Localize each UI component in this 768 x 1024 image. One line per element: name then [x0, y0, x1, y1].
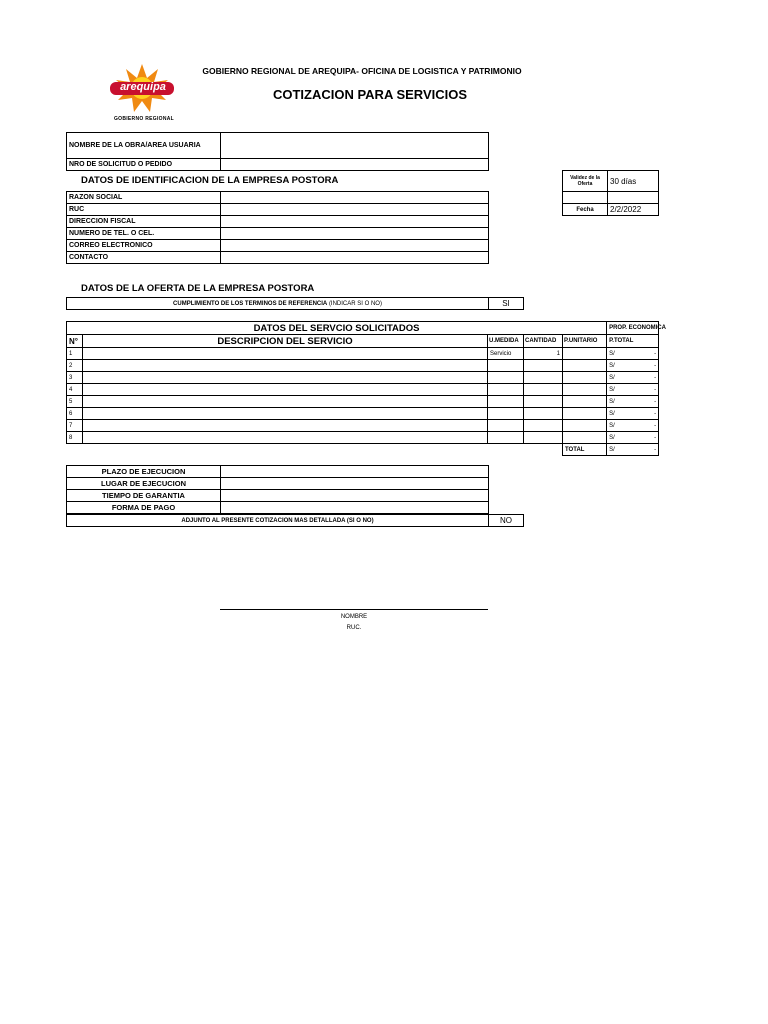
row-um-field[interactable]: [488, 360, 524, 372]
oferta-heading: DATOS DE LA OFERTA DE LA EMPRESA POSTORA: [81, 283, 315, 294]
row-number: 7: [67, 420, 83, 432]
logo-subtext: GOBIERNO REGIONAL: [113, 116, 175, 122]
row-desc-field[interactable]: [83, 360, 488, 372]
servicios-section-title: DATOS DEL SERVCIO SOLICITADOS: [67, 322, 607, 335]
row-cant-field[interactable]: [524, 360, 563, 372]
empresa-row: [67, 228, 489, 240]
contacto-field[interactable]: [221, 252, 489, 264]
row-total: -: [631, 408, 659, 420]
row-pu-field[interactable]: [563, 360, 607, 372]
col-desc-header: DESCRIPCION DEL SERVICIO: [83, 335, 488, 348]
row-desc-field[interactable]: [83, 432, 488, 444]
row-cant-field[interactable]: [524, 432, 563, 444]
fecha-value[interactable]: 2/2/2022: [608, 204, 659, 216]
table-row: [67, 348, 659, 360]
row-pu-field[interactable]: [563, 408, 607, 420]
obra-table: [66, 132, 489, 171]
signature-nombre-label: NOMBRE: [340, 614, 368, 620]
row-cant-field[interactable]: [524, 408, 563, 420]
logo-text: arequipa: [120, 81, 166, 93]
ruc-label: RUC: [67, 204, 221, 216]
direccion-fiscal-field[interactable]: [221, 216, 489, 228]
validez-value[interactable]: 30 días: [608, 171, 659, 192]
lugar-ejecucion-field[interactable]: [221, 478, 489, 490]
total-label: TOTAL: [563, 444, 607, 456]
fecha-label: Fecha: [563, 204, 608, 216]
col-n-header: N°: [67, 335, 83, 348]
row-currency: S/: [607, 384, 631, 396]
col-pt-header: P.TOTAL: [607, 335, 659, 348]
total-value: -: [631, 444, 659, 456]
empresa-heading: DATOS DE IDENTIFICACION DE LA EMPRESA POSTORA: [81, 175, 339, 186]
adjunto-value[interactable]: NO: [489, 515, 524, 527]
nro-solicitud-label: NRO DE SOLICITUD O PEDIDO: [67, 159, 221, 171]
obra-nombre-label: NOMBRE DE LA OBRA/AREA USUARIA: [67, 133, 221, 159]
signature-line: [220, 609, 488, 610]
row-currency: S/: [607, 420, 631, 432]
row-desc-field[interactable]: [83, 348, 488, 360]
row-number: 2: [67, 360, 83, 372]
col-um-header: U.MEDIDA: [488, 335, 524, 348]
total-currency: S/: [607, 444, 631, 456]
adjunto-table: [66, 514, 524, 527]
row-currency: S/: [607, 432, 631, 444]
telefono-label: NUMERO DE TEL. O CEL.: [67, 228, 221, 240]
correo-field[interactable]: [221, 240, 489, 252]
row-cant-field[interactable]: [524, 384, 563, 396]
row-total: -: [631, 432, 659, 444]
row-pu-field[interactable]: [563, 396, 607, 408]
row-um-field[interactable]: [488, 432, 524, 444]
empresa-table: [66, 191, 489, 264]
direccion-fiscal-label: DIRECCION FISCAL: [67, 216, 221, 228]
row-desc-field[interactable]: [83, 396, 488, 408]
empresa-row: [67, 240, 489, 252]
row-currency: S/: [607, 408, 631, 420]
table-row: [67, 432, 659, 444]
row-pu-field[interactable]: [563, 384, 607, 396]
cumplimiento-table: [66, 297, 524, 310]
lugar-ejecucion-label: LUGAR DE EJECUCION: [67, 478, 221, 490]
telefono-field[interactable]: [221, 228, 489, 240]
row-number: 6: [67, 408, 83, 420]
row-pu-field[interactable]: [563, 372, 607, 384]
row-pu-field[interactable]: [563, 348, 607, 360]
row-number: 4: [67, 384, 83, 396]
validez-table: [562, 170, 659, 216]
row-number: 3: [67, 372, 83, 384]
signature-ruc-label: RUC.: [346, 625, 362, 631]
correo-label: CORREO ELECTRONICO: [67, 240, 221, 252]
empresa-row: [67, 216, 489, 228]
row-total: -: [631, 396, 659, 408]
empresa-row: [67, 204, 489, 216]
row-total: -: [631, 360, 659, 372]
forma-pago-label: FORMA DE PAGO: [67, 502, 221, 514]
row-pu-field[interactable]: [563, 432, 607, 444]
row-um-field[interactable]: [488, 372, 524, 384]
table-row: [67, 360, 659, 372]
tiempo-garantia-field[interactable]: [221, 490, 489, 502]
row-cant-field[interactable]: [524, 396, 563, 408]
table-row: [67, 372, 659, 384]
row-um-field[interactable]: Servicio: [488, 348, 524, 360]
table-row: [67, 396, 659, 408]
row-currency: S/: [607, 396, 631, 408]
table-row: [67, 408, 659, 420]
gobierno-regional-logo: [104, 64, 180, 126]
cumplimiento-label: CUMPLIMIENTO DE LOS TERMINOS DE REFERENCIA (INDICAR SI O NO): [67, 298, 489, 310]
contacto-label: CONTACTO: [67, 252, 221, 264]
plazo-ejecucion-field[interactable]: [221, 466, 489, 478]
row-currency: S/: [607, 348, 631, 360]
row-total: -: [631, 372, 659, 384]
ejecucion-table: [66, 465, 489, 514]
razon-social-label: RAZON SOCIAL: [67, 192, 221, 204]
row-number: 1: [67, 348, 83, 360]
servicios-table: [66, 321, 666, 456]
col-pu-header: P.UNITARIO: [563, 335, 607, 348]
row-desc-field[interactable]: [83, 408, 488, 420]
row-pu-field[interactable]: [563, 420, 607, 432]
table-row: [67, 420, 659, 432]
row-total: -: [631, 348, 659, 360]
row-um-field[interactable]: [488, 384, 524, 396]
row-cant-field[interactable]: [524, 420, 563, 432]
col-cant-header: CANTIDAD: [524, 335, 563, 348]
row-um-field[interactable]: [488, 396, 524, 408]
row-cant-field[interactable]: 1: [524, 348, 563, 360]
row-number: 5: [67, 396, 83, 408]
prop-economica-title: PROP. ECONOMICA: [607, 322, 659, 335]
org-title: GOBIERNO REGIONAL DE AREQUIPA- OFICINA DE LOGISTICA Y PATRIMONIO: [202, 66, 522, 76]
row-desc-field[interactable]: [83, 372, 488, 384]
row-cant-field[interactable]: [524, 372, 563, 384]
empresa-row: [67, 252, 489, 264]
cumplimiento-value[interactable]: SI: [489, 298, 524, 310]
tiempo-garantia-label: TIEMPO DE GARANTIA: [67, 490, 221, 502]
forma-pago-field[interactable]: [221, 502, 489, 514]
row-um-field[interactable]: [488, 420, 524, 432]
obra-nombre-field[interactable]: [221, 133, 489, 159]
ruc-field[interactable]: [221, 204, 489, 216]
row-currency: S/: [607, 360, 631, 372]
row-currency: S/: [607, 372, 631, 384]
row-number: 8: [67, 432, 83, 444]
nro-solicitud-field[interactable]: [221, 159, 489, 171]
empresa-row: [67, 192, 489, 204]
row-desc-field[interactable]: [83, 384, 488, 396]
row-total: -: [631, 384, 659, 396]
row-desc-field[interactable]: [83, 420, 488, 432]
validez-label: Validez de la Oferta: [563, 171, 608, 192]
document-title: COTIZACION PARA SERVICIOS: [272, 87, 468, 102]
row-um-field[interactable]: [488, 408, 524, 420]
adjunto-label: ADJUNTO AL PRESENTE COTIZACION MAS DETALLADA (SI O NO): [67, 515, 489, 527]
plazo-ejecucion-label: PLAZO DE EJECUCION: [67, 466, 221, 478]
razon-social-field[interactable]: [221, 192, 489, 204]
table-row: [67, 384, 659, 396]
total-row: [67, 444, 659, 456]
row-total: -: [631, 420, 659, 432]
